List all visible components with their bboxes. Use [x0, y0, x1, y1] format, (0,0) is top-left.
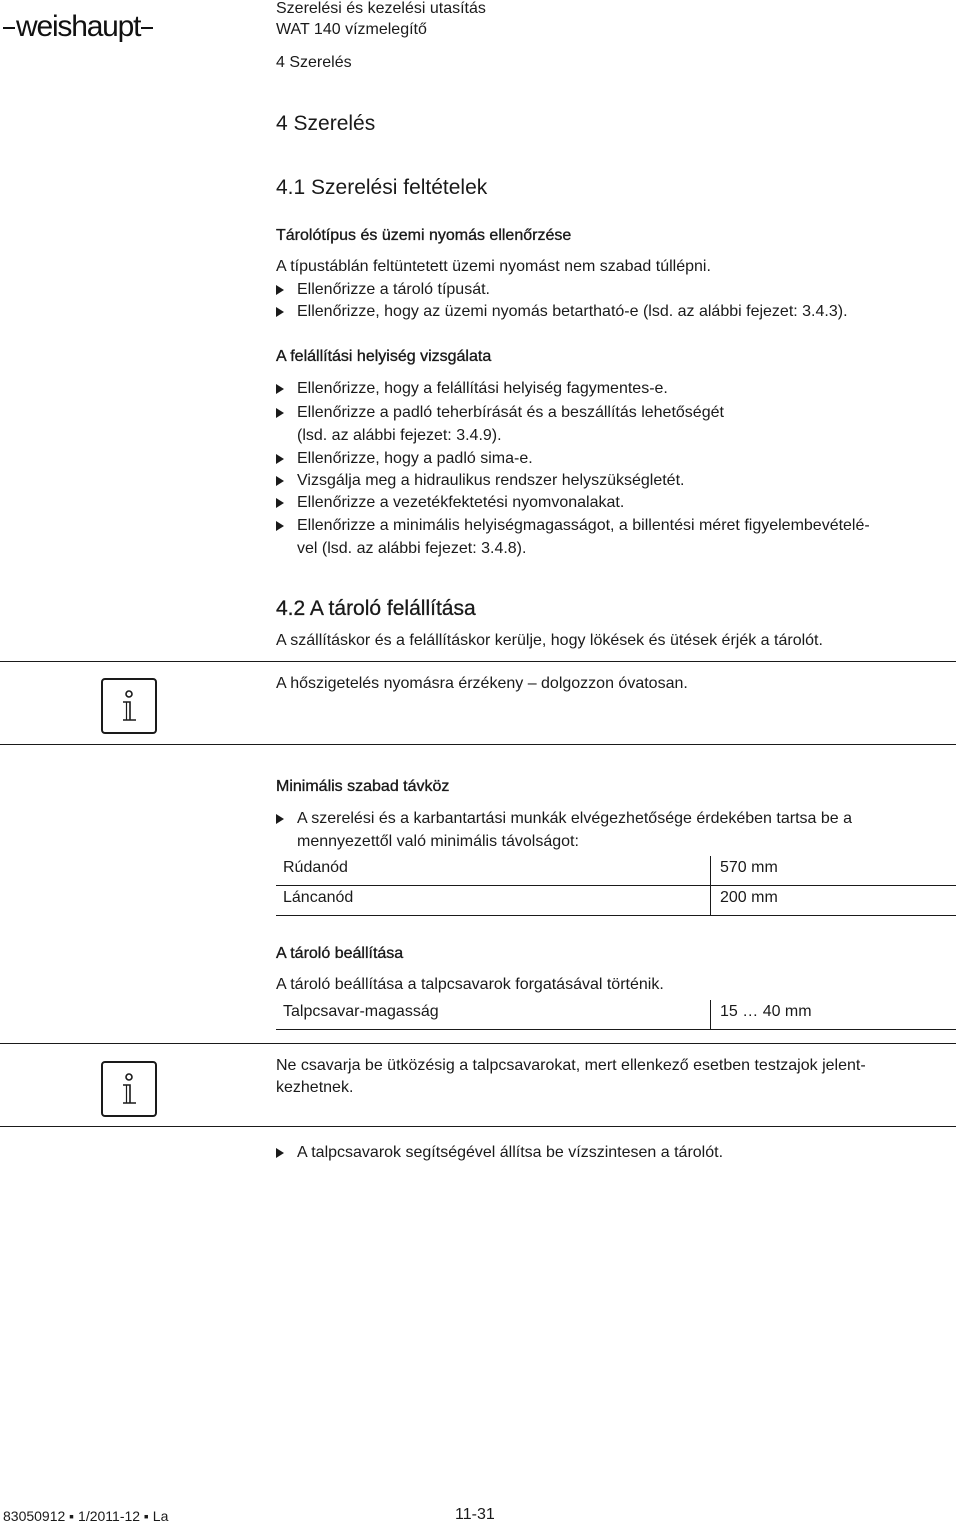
foot-height-table	[276, 1000, 956, 1030]
sub-heading-type-pressure: Tárolótípus és üzemi nyomás ellenőrzése	[276, 227, 572, 244]
section-41-title: 4.1 Szerelési feltételek	[276, 176, 488, 199]
divider	[0, 1126, 956, 1127]
arrow-bullet-icon	[276, 476, 284, 486]
arrow-bullet-icon	[276, 408, 284, 418]
divider	[0, 661, 956, 662]
arrow-bullet-icon	[276, 454, 284, 464]
page-number: 11-31	[455, 1506, 495, 1523]
list-item: Ellenőrizze a vezetékfektetési nyomvonalakat.	[276, 492, 956, 515]
arrow-bullet-icon	[276, 1148, 284, 1158]
list-item: Ellenőrizze a padló teherbírását és a beszállítás lehetőségét (lsd. az alábbi fejezet: 3.4.9).	[276, 402, 956, 447]
arrow-bullet-icon	[276, 521, 284, 531]
info-note-screws: Ne csavarja be ütközésig a talpcsavarokat, mert ellenkező esetben testzajok jelent- kezhetnek.	[276, 1057, 866, 1096]
document-title: Szerelési és kezelési utasítás	[276, 0, 486, 17]
list-item: A talpcsavarok segítségével állítsa be vízszintesen a tárolót.	[276, 1142, 956, 1165]
section-42-title: 4.2 A tároló felállítása	[276, 597, 476, 620]
chapter-heading: 4 Szerelés	[276, 112, 376, 135]
list-item: Ellenőrizze, hogy az üzemi nyomás betartható-e (lsd. az alábbi fejezet: 3.4.3).	[276, 301, 956, 324]
list-item: Ellenőrizze, hogy a felállítási helyiség fagymentes-e.	[276, 378, 956, 401]
weishaupt-logo: weishaupt	[2, 10, 154, 44]
info-icon	[101, 678, 157, 734]
info-note-insulation: A hőszigetelés nyomásra érzékeny – dolgozzon óvatosan.	[276, 675, 688, 692]
arrow-bullet-icon	[276, 384, 284, 394]
divider	[0, 744, 956, 745]
list-item: Vizsgálja meg a hidraulikus rendszer helyszükségletét.	[276, 470, 956, 493]
list-item: A szerelési és a karbantartási munkák elvégezhetősége érdekében tartsa be a mennyezettől való minimális távolságot:	[276, 808, 956, 853]
type-plate-text: A típustáblán feltüntetett üzemi nyomást nem szabad túllépni.	[276, 258, 711, 275]
chapter-label: 4 Szerelés	[276, 54, 352, 71]
table-row: Rúdanód 570 mm	[276, 856, 956, 886]
sub-heading-adjust: A tároló beállítása	[276, 945, 404, 962]
arrow-bullet-icon	[276, 814, 284, 824]
document-number: 83050912 ▪ 1/2011-12 ▪ La	[3, 1508, 169, 1524]
table-row: Talpcsavar-magasság 15 … 40 mm	[276, 1000, 956, 1030]
arrow-bullet-icon	[276, 498, 284, 508]
info-icon	[101, 1061, 157, 1117]
divider	[0, 1043, 956, 1044]
min-distance-table	[276, 856, 956, 916]
arrow-bullet-icon	[276, 285, 284, 295]
table-row: Láncanód 200 mm	[276, 886, 956, 916]
transport-warning-text: A szállításkor és a felállításkor kerülje, hogy lökések és ütések érjék a tárolót.	[276, 632, 823, 649]
sub-heading-room-check: A felállítási helyiség vizsgálata	[276, 348, 492, 365]
arrow-bullet-icon	[276, 307, 284, 317]
sub-heading-min-distance: Minimális szabad távköz	[276, 778, 450, 795]
list-item: Ellenőrizze a minimális helyiségmagasságot, a billentési méret figyelembevételé- vel (lsd. az alábbi fejezet: 3.4.8).	[276, 515, 956, 560]
list-item: Ellenőrizze, hogy a padló sima-e.	[276, 448, 956, 471]
product-name: WAT 140 vízmelegítő	[276, 21, 427, 38]
list-item: Ellenőrizze a tároló típusát.	[276, 279, 956, 302]
adjust-text: A tároló beállítása a talpcsavarok forgatásával történik.	[276, 976, 664, 993]
